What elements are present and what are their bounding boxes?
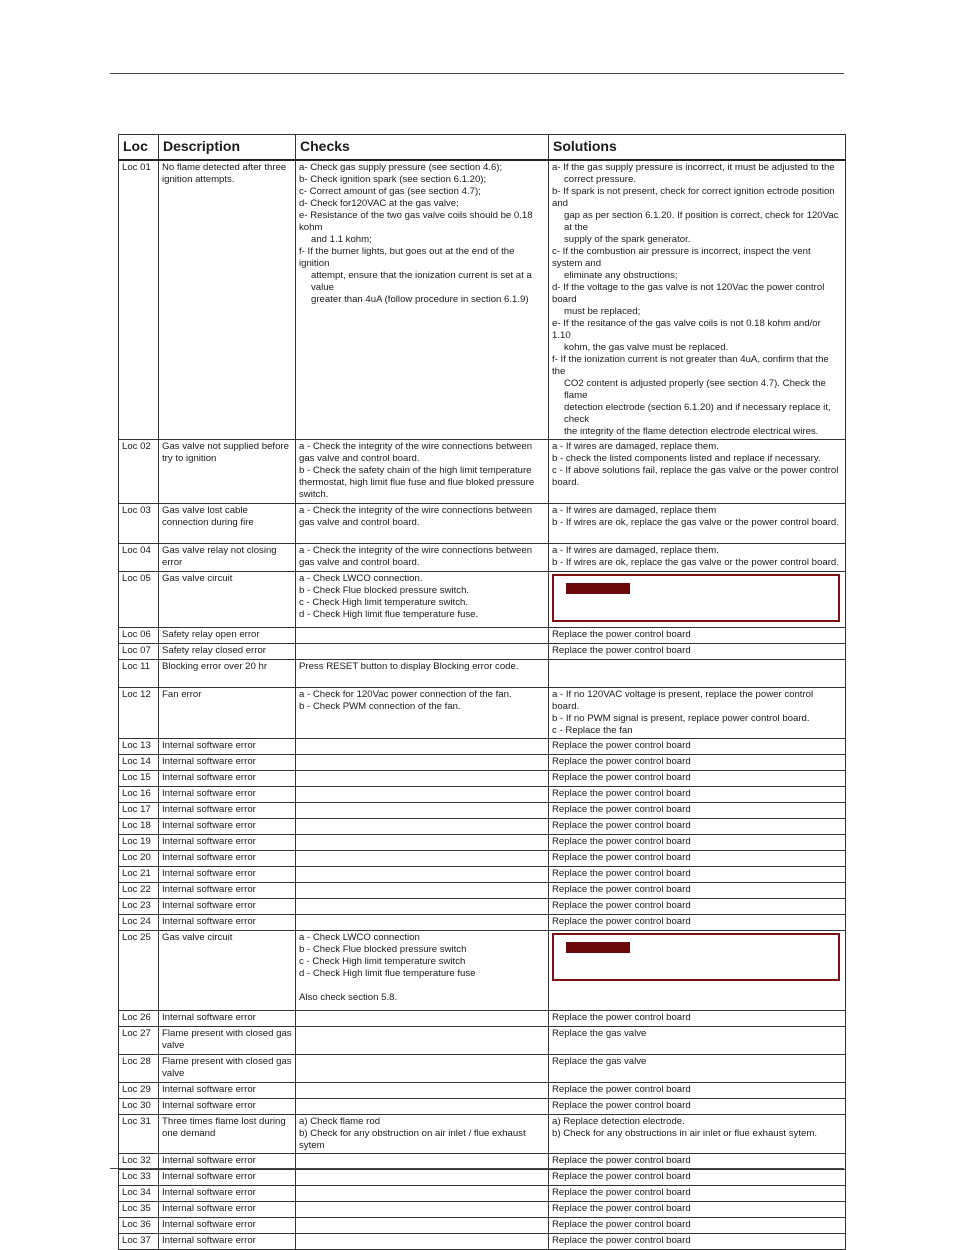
solution-line: Replace the power control board bbox=[552, 756, 691, 767]
description-cell: Internal software error bbox=[159, 755, 296, 771]
check-line: a - Check LWCO connection bbox=[299, 932, 420, 943]
table-row bbox=[119, 931, 846, 1011]
solution-line: a - If wires are damaged, replace them bbox=[552, 505, 717, 516]
solution-line: Replace the power control board bbox=[552, 884, 691, 895]
table-row bbox=[119, 544, 846, 572]
checks-cell bbox=[296, 544, 549, 572]
table-row bbox=[119, 835, 846, 851]
solution-line: e- If the resitance of the gas valve coils is not 0.18 kohm and/or 1.10 bbox=[552, 318, 824, 341]
solution-line: Replace the power control board bbox=[552, 900, 691, 911]
loc-code-cell: Loc 20 bbox=[119, 851, 159, 867]
description-cell: Gas valve not supplied before try to ignition bbox=[159, 440, 296, 504]
loc-code-cell: Loc 35 bbox=[119, 1202, 159, 1218]
warning-label-bar bbox=[566, 583, 630, 594]
checks-cell bbox=[296, 1083, 549, 1099]
checks-cell bbox=[296, 1202, 549, 1218]
loc-code-cell: Loc 36 bbox=[119, 1218, 159, 1234]
solutions-cell bbox=[549, 835, 846, 851]
solutions-cell bbox=[549, 160, 846, 440]
checks-cell bbox=[296, 899, 549, 915]
solution-line: Replace the power control board bbox=[552, 1203, 691, 1214]
solutions-cell bbox=[549, 504, 846, 544]
checks-cell bbox=[296, 1011, 549, 1027]
solution-line: Replace the power control board bbox=[552, 740, 691, 751]
solutions-cell bbox=[549, 660, 846, 688]
solution-line: Replace the power control board bbox=[552, 820, 691, 831]
description-cell: Internal software error bbox=[159, 1234, 296, 1250]
check-line: b- Check ignition spark (see section 6.1.20); bbox=[299, 174, 487, 185]
loc-code-cell: Loc 03 bbox=[119, 504, 159, 544]
solution-line: the integrity of the flame detection electrode electrical wires. bbox=[564, 426, 819, 437]
solution-line: a - If wires are damaged, replace them. bbox=[552, 441, 719, 452]
description-cell: Internal software error bbox=[159, 899, 296, 915]
solutions-cell bbox=[549, 867, 846, 883]
warning-label-bar bbox=[566, 942, 630, 953]
check-line: d- Check for120VAC at the gas valve; bbox=[299, 198, 459, 209]
check-line: a - Check the integrity of the wire connections between gas valve and control board. bbox=[299, 545, 535, 568]
solutions-cell bbox=[549, 1234, 846, 1250]
description-cell: Gas valve relay not closing error bbox=[159, 544, 296, 572]
check-line: b) Check for any obstruction on air inlet / flue exhaust sytem bbox=[299, 1128, 529, 1151]
description-cell: Internal software error bbox=[159, 803, 296, 819]
checks-cell bbox=[296, 1234, 549, 1250]
header-loc: Loc bbox=[119, 135, 159, 161]
solution-line: b- If spark is not present, check for correct ignition ectrode position and bbox=[552, 186, 838, 209]
solution-line: Replace the power control board bbox=[552, 1235, 691, 1246]
checks-cell bbox=[296, 851, 549, 867]
check-line: c - Check High limit temperature switch bbox=[299, 956, 466, 967]
solution-line: kohm, the gas valve must be replaced. bbox=[564, 342, 729, 353]
loc-code-cell: Loc 05 bbox=[119, 572, 159, 628]
solutions-cell bbox=[549, 915, 846, 931]
header-description: Description bbox=[159, 135, 296, 161]
solution-line: Replace the power control board bbox=[552, 1084, 691, 1095]
solution-line: a - If wires are damaged, replace them. bbox=[552, 545, 719, 556]
loc-code-cell: Loc 18 bbox=[119, 819, 159, 835]
description-cell: Internal software error bbox=[159, 915, 296, 931]
solutions-cell bbox=[549, 1011, 846, 1027]
loc-code-cell: Loc 32 bbox=[119, 1154, 159, 1170]
solution-line: Replace the power control board bbox=[552, 788, 691, 799]
loc-code-cell: Loc 01 bbox=[119, 160, 159, 440]
table-row bbox=[119, 739, 846, 755]
description-cell: Internal software error bbox=[159, 1218, 296, 1234]
table-row bbox=[119, 819, 846, 835]
checks-cell bbox=[296, 688, 549, 739]
table-row bbox=[119, 1186, 846, 1202]
solution-line: Replace the gas valve bbox=[552, 1028, 647, 1039]
solution-line: f- If the ionization current is not greater than 4uA, confirm that the the bbox=[552, 354, 832, 377]
description-cell: Safety relay closed error bbox=[159, 644, 296, 660]
description-cell: Flame present with closed gas valve bbox=[159, 1027, 296, 1055]
loc-code-cell: Loc 02 bbox=[119, 440, 159, 504]
check-line: d - Check High limit flue temperature fuse. bbox=[299, 609, 479, 620]
table-row bbox=[119, 1055, 846, 1083]
solutions-cell bbox=[549, 572, 846, 628]
table-row bbox=[119, 1234, 846, 1250]
solutions-cell bbox=[549, 1055, 846, 1083]
description-cell: Three times flame lost during one demand bbox=[159, 1115, 296, 1154]
solution-line: Replace the power control board bbox=[552, 1012, 691, 1023]
solution-line: Replace the power control board bbox=[552, 645, 691, 656]
solution-line: Replace the power control board bbox=[552, 772, 691, 783]
solutions-cell bbox=[549, 803, 846, 819]
description-cell: Blocking error over 20 hr bbox=[159, 660, 296, 688]
header-rule bbox=[110, 73, 844, 74]
description-cell: Internal software error bbox=[159, 883, 296, 899]
table-row bbox=[119, 1083, 846, 1099]
checks-cell bbox=[296, 572, 549, 628]
checks-cell bbox=[296, 867, 549, 883]
loc-code-cell: Loc 15 bbox=[119, 771, 159, 787]
warning-box bbox=[552, 933, 840, 981]
checks-cell bbox=[296, 739, 549, 755]
solution-line: a- If the gas supply pressure is incorrect, it must be adjusted to the bbox=[552, 162, 835, 173]
checks-cell bbox=[296, 1170, 549, 1186]
check-line: c- Correct amount of gas (see section 4.7); bbox=[299, 186, 481, 197]
table-row bbox=[119, 1115, 846, 1154]
solution-line: b - check the listed components listed and replace if necessary. bbox=[552, 453, 821, 464]
table-row bbox=[119, 440, 846, 504]
loc-code-cell: Loc 31 bbox=[119, 1115, 159, 1154]
check-line: c - Check High limit temperature switch. bbox=[299, 597, 469, 608]
lockout-code-table bbox=[118, 134, 846, 1250]
solution-line: b) Check for any obstructions in air inlet or flue exhaust sytem. bbox=[552, 1128, 818, 1139]
check-line: attempt, ensure that the ionization current is set at a value bbox=[311, 270, 535, 293]
table-row bbox=[119, 1218, 846, 1234]
solution-line: c - If above solutions fail, replace the gas valve or the power control board. bbox=[552, 465, 842, 488]
solutions-cell bbox=[549, 819, 846, 835]
loc-code-cell: Loc 27 bbox=[119, 1027, 159, 1055]
checks-cell bbox=[296, 1218, 549, 1234]
loc-code-cell: Loc 16 bbox=[119, 787, 159, 803]
check-line bbox=[299, 980, 545, 992]
check-line: a - Check the integrity of the wire connections between gas valve and control board. bbox=[299, 505, 535, 528]
checks-cell bbox=[296, 931, 549, 1011]
check-line: f- If the burner lights, but goes out at the end of the ignition bbox=[299, 246, 518, 269]
loc-code-cell: Loc 37 bbox=[119, 1234, 159, 1250]
solution-line: Replace the power control board bbox=[552, 852, 691, 863]
solutions-cell bbox=[549, 544, 846, 572]
checks-cell bbox=[296, 1186, 549, 1202]
description-cell: Internal software error bbox=[159, 1083, 296, 1099]
loc-code-cell: Loc 13 bbox=[119, 739, 159, 755]
loc-code-cell: Loc 12 bbox=[119, 688, 159, 739]
check-line: d - Check High limit flue temperature fuse bbox=[299, 968, 476, 979]
checks-cell bbox=[296, 771, 549, 787]
solution-line: Replace the power control board bbox=[552, 1187, 691, 1198]
checks-cell bbox=[296, 1099, 549, 1115]
check-line: b - Check the safety chain of the high limit temperature thermostat, high limit flue fuse and flue bloked pressure switch. bbox=[299, 465, 537, 500]
solutions-cell bbox=[549, 628, 846, 644]
check-line: Also check section 5.8. bbox=[299, 992, 398, 1003]
checks-cell bbox=[296, 440, 549, 504]
solution-line: a) Replace detection electrode. bbox=[552, 1116, 685, 1127]
solution-line: correct pressure. bbox=[564, 174, 636, 185]
solution-line: Replace the power control board bbox=[552, 1171, 691, 1182]
solution-line: gap as per section 6.1.20. If position is correct, check for 120Vac at the bbox=[564, 210, 842, 233]
solutions-cell bbox=[549, 931, 846, 1011]
header-solutions: Solutions bbox=[549, 135, 846, 161]
solutions-cell bbox=[549, 851, 846, 867]
description-cell: Internal software error bbox=[159, 1099, 296, 1115]
solution-line: detection electrode (section 6.1.20) and if necessary replace it, check bbox=[564, 402, 834, 425]
check-line: a - Check the integrity of the wire connections between gas valve and control board. bbox=[299, 441, 535, 464]
solution-line: Replace the power control board bbox=[552, 1100, 691, 1111]
description-cell: Internal software error bbox=[159, 739, 296, 755]
table-row bbox=[119, 851, 846, 867]
loc-code-cell: Loc 23 bbox=[119, 899, 159, 915]
table-row bbox=[119, 771, 846, 787]
table-row bbox=[119, 755, 846, 771]
description-cell: Internal software error bbox=[159, 851, 296, 867]
checks-cell bbox=[296, 1027, 549, 1055]
solution-line: Replace the power control board bbox=[552, 1155, 691, 1166]
description-cell: Internal software error bbox=[159, 1154, 296, 1170]
checks-cell bbox=[296, 1055, 549, 1083]
check-line: a - Check for 120Vac power connection of the fan. bbox=[299, 689, 512, 700]
table-row bbox=[119, 1011, 846, 1027]
solution-line: eliminate any obstructions; bbox=[564, 270, 678, 281]
solutions-cell bbox=[549, 1115, 846, 1154]
solutions-cell bbox=[549, 771, 846, 787]
solution-line: Replace the power control board bbox=[552, 868, 691, 879]
loc-code-cell: Loc 28 bbox=[119, 1055, 159, 1083]
table-row bbox=[119, 787, 846, 803]
checks-cell bbox=[296, 504, 549, 544]
solutions-cell bbox=[549, 1099, 846, 1115]
checks-cell bbox=[296, 915, 549, 931]
loc-code-cell: Loc 33 bbox=[119, 1170, 159, 1186]
checks-cell bbox=[296, 160, 549, 440]
table-row bbox=[119, 883, 846, 899]
solutions-cell bbox=[549, 755, 846, 771]
table-row bbox=[119, 644, 846, 660]
solution-line: Replace the power control board bbox=[552, 916, 691, 927]
checks-cell bbox=[296, 628, 549, 644]
header-checks: Checks bbox=[296, 135, 549, 161]
loc-code-cell: Loc 06 bbox=[119, 628, 159, 644]
description-cell: Internal software error bbox=[159, 1011, 296, 1027]
loc-code-cell: Loc 14 bbox=[119, 755, 159, 771]
check-line: and 1.1 kohm; bbox=[311, 234, 372, 245]
check-line: a - Check LWCO connection. bbox=[299, 573, 423, 584]
table-row bbox=[119, 1170, 846, 1186]
check-line: Press RESET button to display Blocking error code. bbox=[299, 661, 519, 672]
check-line: b - Check Flue blocked pressure switch. bbox=[299, 585, 470, 596]
description-cell: Internal software error bbox=[159, 1170, 296, 1186]
description-cell: Internal software error bbox=[159, 1202, 296, 1218]
solution-line: a - If no 120VAC voltage is present, replace the power control board. bbox=[552, 689, 816, 712]
table-body bbox=[119, 160, 846, 1250]
table-row bbox=[119, 1202, 846, 1218]
description-cell: Internal software error bbox=[159, 771, 296, 787]
table-row bbox=[119, 899, 846, 915]
table-header-row bbox=[119, 135, 846, 161]
checks-cell bbox=[296, 660, 549, 688]
check-line: greater than 4uA (follow procedure in section 6.1.9) bbox=[311, 294, 529, 305]
solution-line: CO2 content is adjusted properly (see section 4.7). Check the flame bbox=[564, 378, 834, 401]
solutions-cell bbox=[549, 1202, 846, 1218]
solution-line: b - If no PWM signal is present, replace power control board. bbox=[552, 713, 810, 724]
solutions-cell bbox=[549, 739, 846, 755]
solution-line: Replace the gas valve bbox=[552, 1056, 647, 1067]
description-cell: Safety relay open error bbox=[159, 628, 296, 644]
table-row bbox=[119, 803, 846, 819]
table-row bbox=[119, 628, 846, 644]
check-line: b - Check PWM connection of the fan. bbox=[299, 701, 461, 712]
description-cell: Internal software error bbox=[159, 819, 296, 835]
table-row bbox=[119, 915, 846, 931]
warning-box bbox=[552, 574, 840, 622]
solutions-cell bbox=[549, 787, 846, 803]
description-cell: Internal software error bbox=[159, 835, 296, 851]
checks-cell bbox=[296, 644, 549, 660]
table-row bbox=[119, 160, 846, 440]
loc-code-cell: Loc 17 bbox=[119, 803, 159, 819]
solutions-cell bbox=[549, 1218, 846, 1234]
table-row bbox=[119, 867, 846, 883]
solutions-cell bbox=[549, 883, 846, 899]
table-row bbox=[119, 504, 846, 544]
checks-cell bbox=[296, 1115, 549, 1154]
loc-code-cell: Loc 04 bbox=[119, 544, 159, 572]
checks-cell bbox=[296, 883, 549, 899]
solution-line: c - Replace the fan bbox=[552, 725, 633, 736]
loc-code-cell: Loc 29 bbox=[119, 1083, 159, 1099]
solution-line: c- If the combustion air pressure is incorrect, inspect the vent system and bbox=[552, 246, 814, 269]
loc-code-cell: Loc 26 bbox=[119, 1011, 159, 1027]
table-row bbox=[119, 572, 846, 628]
solutions-cell bbox=[549, 899, 846, 915]
solution-line: Replace the power control board bbox=[552, 629, 691, 640]
checks-cell bbox=[296, 819, 549, 835]
check-line: b - Check Flue blocked pressure switch bbox=[299, 944, 467, 955]
loc-code-cell: Loc 19 bbox=[119, 835, 159, 851]
solutions-cell bbox=[549, 644, 846, 660]
checks-cell bbox=[296, 755, 549, 771]
solution-line: b - If wires are ok, replace the gas valve or the power control board. bbox=[552, 517, 839, 528]
checks-cell bbox=[296, 835, 549, 851]
description-cell: Flame present with closed gas valve bbox=[159, 1055, 296, 1083]
description-cell: Gas valve circuit bbox=[159, 931, 296, 1011]
table-row bbox=[119, 660, 846, 688]
solutions-cell bbox=[549, 1186, 846, 1202]
solutions-cell bbox=[549, 440, 846, 504]
description-cell: Internal software error bbox=[159, 1186, 296, 1202]
loc-code-cell: Loc 07 bbox=[119, 644, 159, 660]
checks-cell bbox=[296, 787, 549, 803]
solution-line: Replace the power control board bbox=[552, 804, 691, 815]
footer-rule bbox=[110, 1168, 844, 1169]
solutions-cell bbox=[549, 1083, 846, 1099]
description-cell: No flame detected after three ignition attempts. bbox=[159, 160, 296, 440]
loc-code-cell: Loc 21 bbox=[119, 867, 159, 883]
solution-line: supply of the spark generator. bbox=[564, 234, 691, 245]
description-cell: Internal software error bbox=[159, 787, 296, 803]
solutions-cell bbox=[549, 1027, 846, 1055]
table-row bbox=[119, 1099, 846, 1115]
check-line: a- Check gas supply pressure (see section 4.6); bbox=[299, 162, 503, 173]
checks-cell bbox=[296, 803, 549, 819]
loc-code-cell: Loc 34 bbox=[119, 1186, 159, 1202]
check-line: a) Check flame rod bbox=[299, 1116, 381, 1127]
description-cell: Gas valve lost cable connection during fire bbox=[159, 504, 296, 544]
check-line: e- Resistance of the two gas valve coils should be 0.18 kohm bbox=[299, 210, 536, 233]
solutions-cell bbox=[549, 1170, 846, 1186]
solution-line: Replace the power control board bbox=[552, 1219, 691, 1230]
solution-line: Replace the power control board bbox=[552, 836, 691, 847]
loc-code-cell: Loc 11 bbox=[119, 660, 159, 688]
solution-line: d- If the voltage to the gas valve is not 120Vac the power control board bbox=[552, 282, 828, 305]
loc-code-cell: Loc 30 bbox=[119, 1099, 159, 1115]
description-cell: Fan error bbox=[159, 688, 296, 739]
solution-line: must be replaced; bbox=[564, 306, 641, 317]
loc-code-cell: Loc 24 bbox=[119, 915, 159, 931]
loc-code-cell: Loc 25 bbox=[119, 931, 159, 1011]
table-row bbox=[119, 688, 846, 739]
description-cell: Internal software error bbox=[159, 867, 296, 883]
solution-line: b - If wires are ok, replace the gas valve or the power control board. bbox=[552, 557, 839, 568]
loc-code-cell: Loc 22 bbox=[119, 883, 159, 899]
solutions-cell bbox=[549, 688, 846, 739]
description-cell: Gas valve circuit bbox=[159, 572, 296, 628]
table-row bbox=[119, 1027, 846, 1055]
